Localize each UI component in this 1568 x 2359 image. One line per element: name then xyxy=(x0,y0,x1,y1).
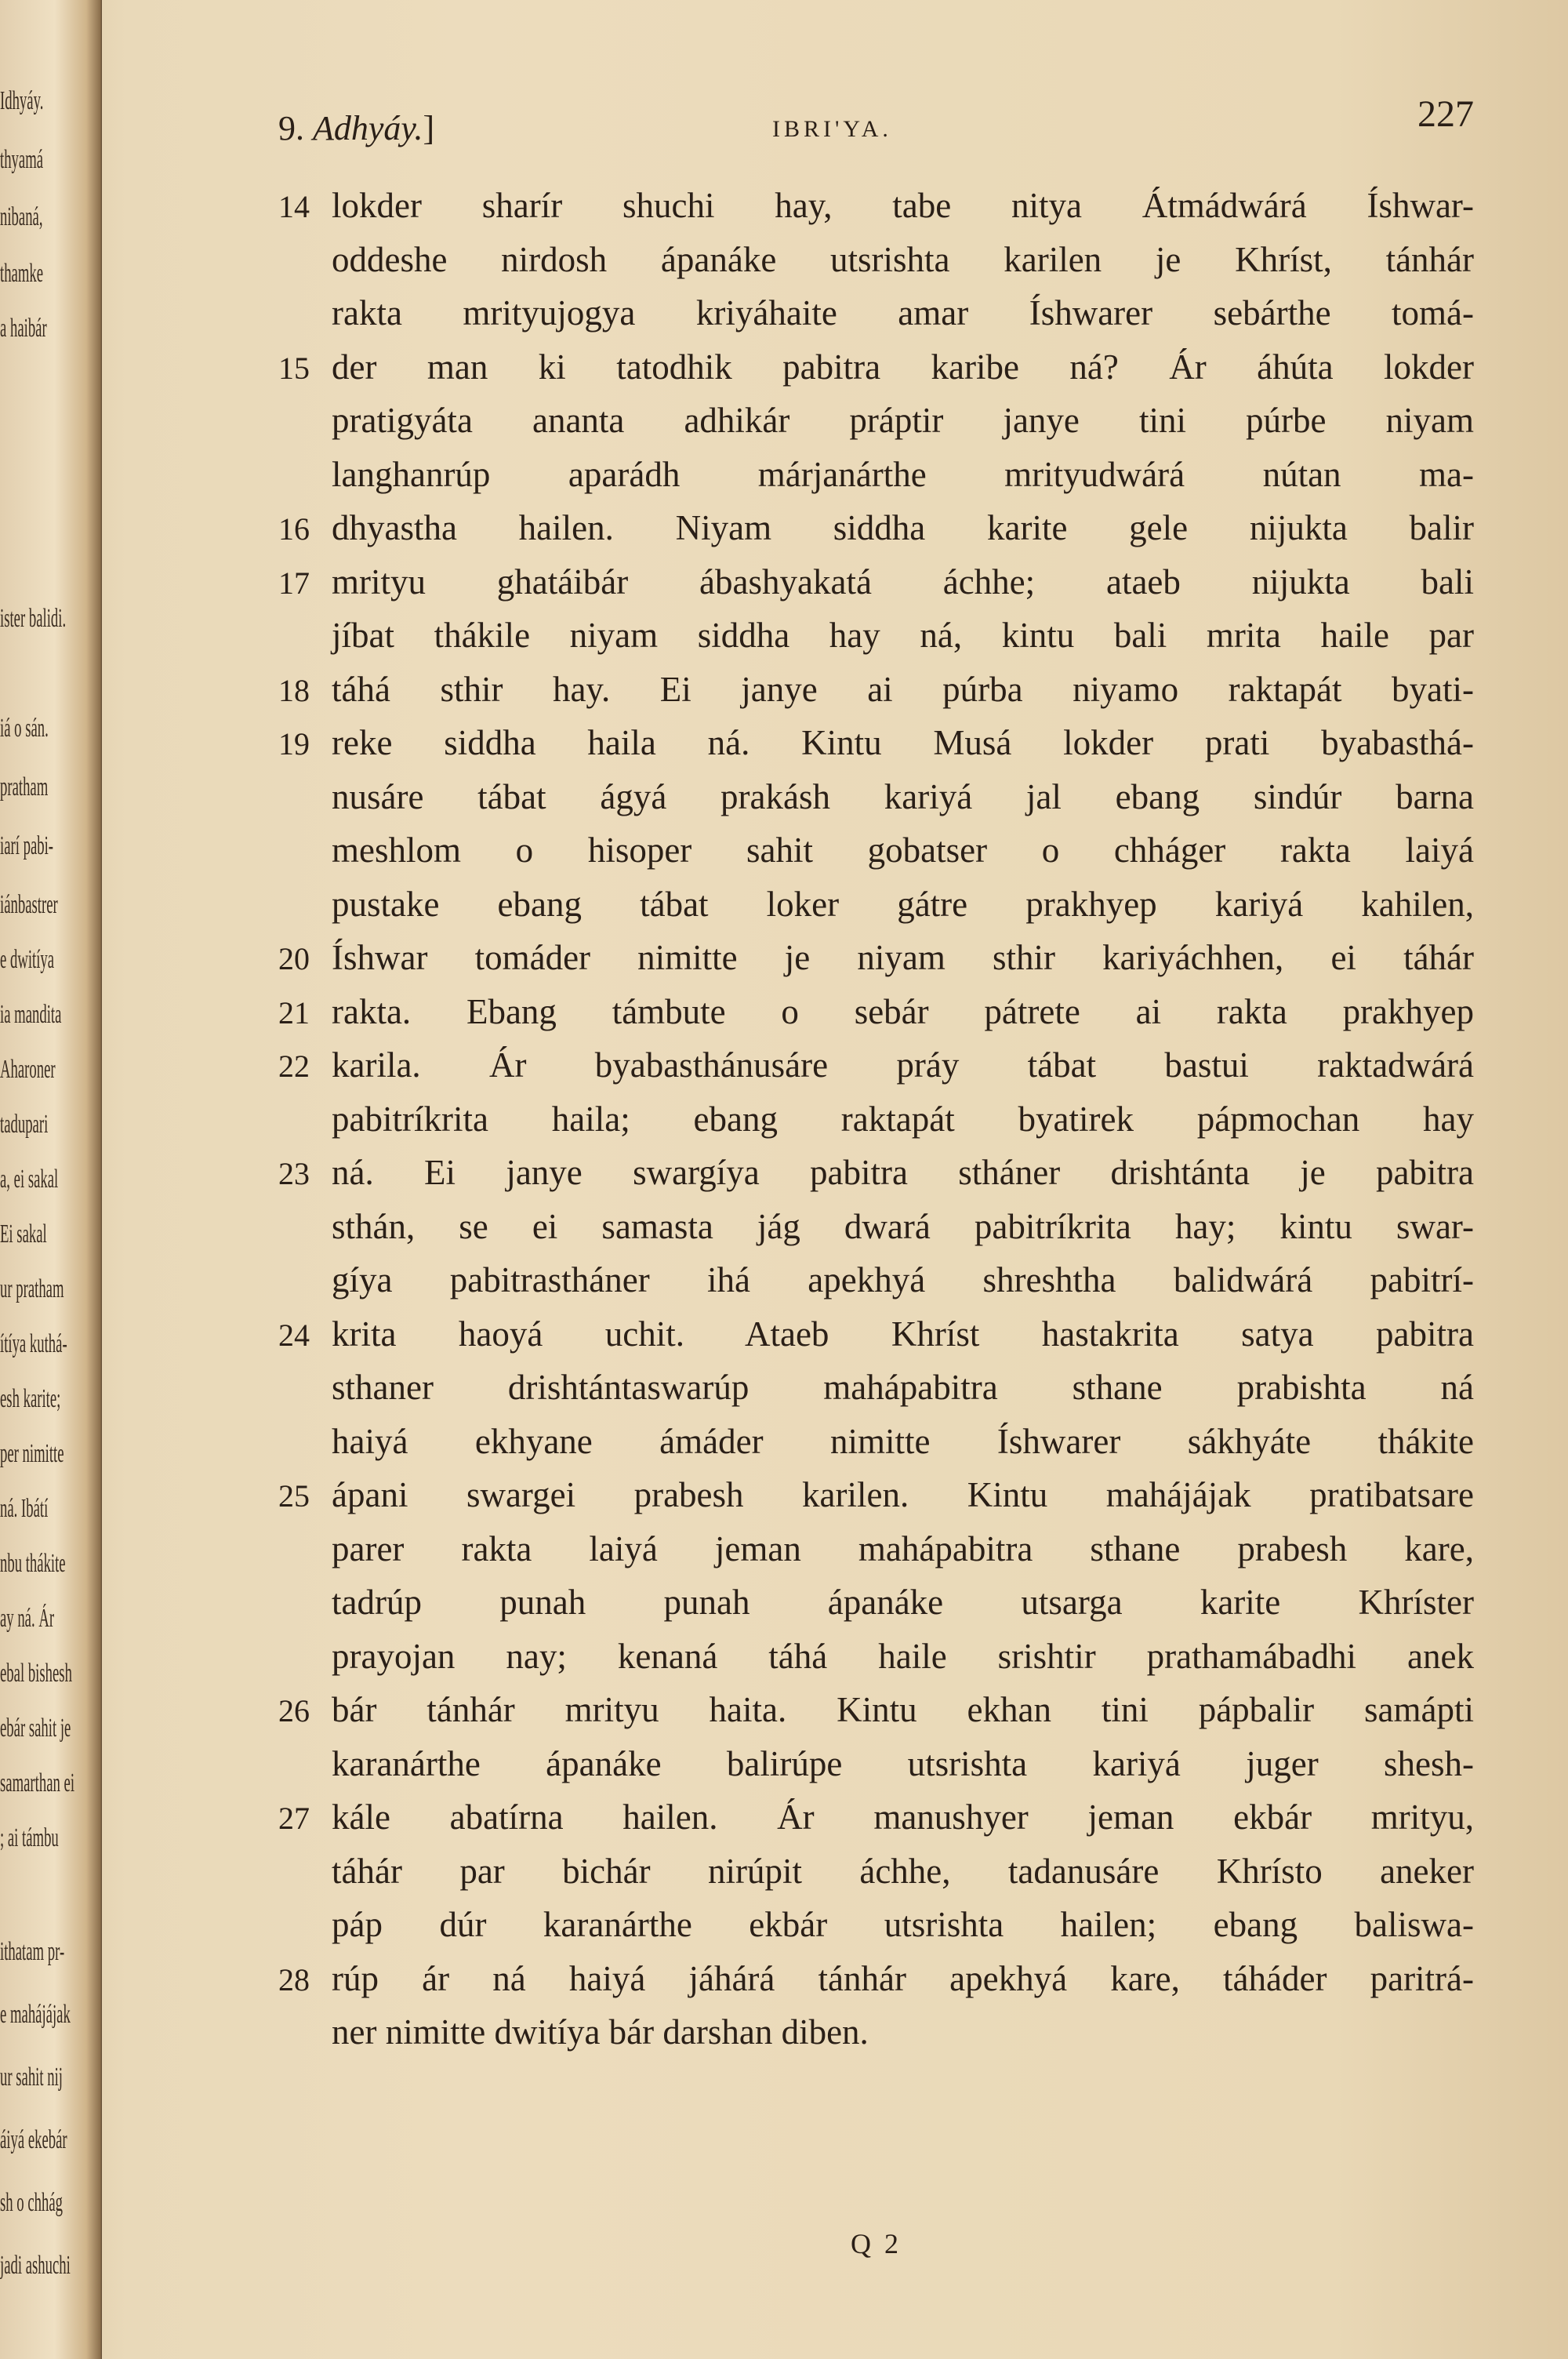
margin-fragment: ebal bishesh xyxy=(0,1659,72,1688)
margin-fragment: ithatam pr- xyxy=(0,1937,65,1966)
line-text: sthán, se ei samasta jág dwará pabitríkrita hay; kintu swar- xyxy=(332,1206,1474,1246)
margin-fragment: ur sahit nij xyxy=(0,2063,63,2092)
text-line xyxy=(278,1361,1474,1415)
scripture-text xyxy=(278,179,1474,2059)
verse-number: 27 xyxy=(278,1801,310,1836)
margin-fragment: a haibár xyxy=(0,314,47,343)
text-line xyxy=(278,1576,1474,1630)
margin-fragment: samarthan ei xyxy=(0,1768,75,1797)
margin-fragment: ; ai támbu xyxy=(0,1823,59,1852)
text-line xyxy=(278,609,1474,663)
verse-number: 18 xyxy=(278,672,310,708)
margin-fragment: ister balidi. xyxy=(0,604,67,633)
text-line xyxy=(278,1522,1474,1576)
line-text: krita haoyá uchit. Ataeb Khríst hastakrita satya pabitra xyxy=(332,1314,1474,1354)
text-line xyxy=(278,1898,1474,1952)
text-line xyxy=(278,448,1474,502)
line-text: reke siddha haila ná. Kintu Musá lokder prati byabasthá- xyxy=(332,723,1474,762)
margin-fragment: tadupari xyxy=(0,1110,49,1139)
chapter-reference xyxy=(278,108,434,148)
verse-number: 16 xyxy=(278,511,310,547)
verse-number: 14 xyxy=(278,189,310,224)
text-line xyxy=(278,233,1474,287)
line-text: páp dúr karanárthe ekbár utsrishta hailen; ebang baliswa- xyxy=(332,1905,1474,1944)
text-line xyxy=(278,1683,1474,1737)
margin-fragment: per nimitte xyxy=(0,1439,64,1468)
verse-number: 15 xyxy=(278,350,310,386)
signature-mark: Q 2 xyxy=(851,2228,902,2259)
text-line xyxy=(278,1200,1474,1254)
text-line xyxy=(278,1845,1474,1899)
line-text: langhanrúp aparádh márjanárthe mrityudwárá nútan ma- xyxy=(332,454,1474,494)
margin-fragment: pratham xyxy=(0,772,49,801)
verse-number: 26 xyxy=(278,1693,310,1728)
margin-fragment: ná. Ibátí xyxy=(0,1494,49,1523)
margin-fragment: ia mandita xyxy=(0,1000,62,1029)
margin-fragment: thyamá xyxy=(0,145,44,174)
verse-number: 24 xyxy=(278,1317,310,1353)
text-line xyxy=(278,1630,1474,1684)
text-line xyxy=(278,985,1474,1039)
text-line xyxy=(278,394,1474,448)
text-line xyxy=(278,1146,1474,1200)
line-text: táhár par bichár nirúpit áchhe, tadanusáre Khrísto aneker xyxy=(332,1851,1474,1891)
text-line xyxy=(278,555,1474,609)
text-line xyxy=(278,340,1474,394)
text-line xyxy=(278,1790,1474,1845)
chapter-bracket: ] xyxy=(423,109,435,147)
line-text: pustake ebang tábat loker gátre prakhyep kariyá kahilen, xyxy=(332,884,1474,924)
line-text: karanárthe ápanáke balirúpe utsrishta kariyá juger shesh- xyxy=(332,1743,1474,1783)
line-text: dhyastha hailen. Niyam siddha karite gele nijukta balir xyxy=(332,508,1474,547)
verse-number: 21 xyxy=(278,994,310,1030)
margin-fragment: iánbastrer xyxy=(0,890,58,919)
text-line xyxy=(278,1737,1474,1791)
line-text: nusáre tábat ágyá prakásh kariyá jal ebang sindúr barna xyxy=(332,776,1474,816)
text-line xyxy=(278,1253,1474,1307)
page-number: 227 xyxy=(1417,93,1474,135)
text-line xyxy=(278,716,1474,770)
text-line xyxy=(278,1092,1474,1147)
text-line xyxy=(278,1952,1474,2006)
margin-fragment: esh karite; xyxy=(0,1384,61,1413)
line-text: ner nimitte dwitíya bár darshan diben. xyxy=(332,2012,869,2052)
margin-fragment: sh o chhág xyxy=(0,2188,63,2217)
line-text: haiyá ekhyane ámáder nimitte Íshwarer sákhyáte thákite xyxy=(332,1421,1474,1461)
margin-fragment: e dwitíya xyxy=(0,945,55,974)
line-text: prayojan nay; kenaná táhá haile srishtir prathamábadhi anek xyxy=(332,1636,1474,1676)
verse-number: 25 xyxy=(278,1478,310,1514)
line-text: ápani swargei prabesh karilen. Kintu mahájájak pratibatsare xyxy=(332,1475,1474,1514)
line-text: rúp ár ná haiyá jáhárá tánhár apekhyá kare, táháder paritrá- xyxy=(332,1958,1474,1998)
margin-fragment: ur pratham xyxy=(0,1274,64,1303)
margin-fragment: Aharoner xyxy=(0,1055,56,1084)
chapter-number: 9. xyxy=(278,109,304,147)
margin-fragment: ebár sahit je xyxy=(0,1714,71,1743)
margin-fragment: ay ná. Ár xyxy=(0,1604,55,1633)
line-text: sthaner drishtántaswarúp mahápabitra sthane prabishta ná xyxy=(332,1368,1474,1407)
text-line xyxy=(278,663,1474,717)
line-text: meshlom o hisoper sahit gobatser o chháger rakta laiyá xyxy=(332,831,1474,870)
line-text: kále abatírna hailen. Ár manushyer jeman ekbár mrityu, xyxy=(332,1797,1474,1837)
text-line xyxy=(278,770,1474,824)
margin-fragment: nibaná, xyxy=(0,202,43,231)
running-header xyxy=(278,93,1474,147)
line-text: táhá sthir hay. Ei janye ai púrba niyamo raktapát byati- xyxy=(332,669,1474,709)
verse-number: 28 xyxy=(278,1961,310,1997)
verse-number: 20 xyxy=(278,941,310,976)
margin-fragment: e mahájájak xyxy=(0,2000,71,2029)
line-text: tadrúp punah punah ápanáke utsarga karite Khríster xyxy=(332,1583,1474,1622)
margin-fragment: thamke xyxy=(0,259,44,288)
text-line xyxy=(278,2005,1474,2059)
line-text: der man ki tatodhik pabitra karibe ná? Ár áhúta lokder xyxy=(332,347,1474,387)
verse-number: 17 xyxy=(278,565,310,601)
text-line xyxy=(278,878,1474,932)
line-text: ná. Ei janye swargíya pabitra stháner drishtánta je pabitra xyxy=(332,1153,1474,1192)
line-text: bár tánhár mrityu haita. Kintu ekhan tini pápbalir samápti xyxy=(332,1690,1474,1729)
text-line xyxy=(278,1415,1474,1469)
previous-page-gutter xyxy=(0,0,102,2359)
line-text: pratigyáta ananta adhikár práptir janye tini púrbe niyam xyxy=(332,401,1474,440)
text-line xyxy=(278,1468,1474,1522)
line-text: Íshwar tomáder nimitte je niyam sthir kariyáchhen, ei táhár xyxy=(332,938,1474,977)
text-line xyxy=(278,501,1474,555)
margin-fragment: Idhyáy. xyxy=(0,86,44,115)
margin-fragment: a, ei sakal xyxy=(0,1165,59,1194)
line-text: parer rakta laiyá jeman mahápabitra sthane prabesh kare, xyxy=(332,1528,1474,1568)
text-line xyxy=(278,286,1474,340)
text-line xyxy=(278,1307,1474,1361)
margin-fragment: iarí pabi- xyxy=(0,831,54,860)
line-text: karila. Ár byabasthánusáre práy tábat bastui raktadwárá xyxy=(332,1045,1474,1085)
line-text: gíya pabitrastháner ihá apekhyá shreshtha balidwárá pabitrí- xyxy=(332,1260,1474,1299)
line-text: pabitríkrita haila; ebang raktapát byatirek pápmochan hay xyxy=(332,1099,1474,1139)
text-line xyxy=(278,179,1474,233)
text-line xyxy=(278,1038,1474,1092)
margin-fragment: nbu thákite xyxy=(0,1549,66,1578)
margin-fragment: jadi ashuchi xyxy=(0,2251,71,2280)
margin-fragment: Ei sakal xyxy=(0,1219,47,1249)
book-title: IBRI'YA. xyxy=(772,116,892,142)
chapter-name: Adhyáy. xyxy=(313,109,423,147)
verse-number: 19 xyxy=(278,726,310,761)
line-text: rakta. Ebang támbute o sebár pátrete ai rakta prakhyep xyxy=(332,991,1474,1031)
margin-fragment: ítíya kuthá- xyxy=(0,1329,67,1358)
margin-fragment: iá o sán. xyxy=(0,714,49,743)
line-text: rakta mrityujogya kriyáhaite amar Íshwarer sebárthe tomá- xyxy=(332,293,1474,333)
verse-number: 23 xyxy=(278,1156,310,1191)
margin-fragment: áiyá ekebár xyxy=(0,2125,67,2154)
line-text: oddeshe nirdosh ápanáke utsrishta karilen je Khríst, tánhár xyxy=(332,239,1474,279)
line-text: jíbat thákile niyam siddha hay ná, kintu bali mrita haile par xyxy=(332,616,1474,655)
line-text: lokder sharír shuchi hay, tabe nitya Átmádwárá Íshwar- xyxy=(332,186,1474,225)
verse-number: 22 xyxy=(278,1049,310,1084)
line-text: mrityu ghatáibár ábashyakatá áchhe; ataeb nijukta bali xyxy=(332,562,1474,602)
text-line xyxy=(278,931,1474,985)
text-line xyxy=(278,823,1474,878)
